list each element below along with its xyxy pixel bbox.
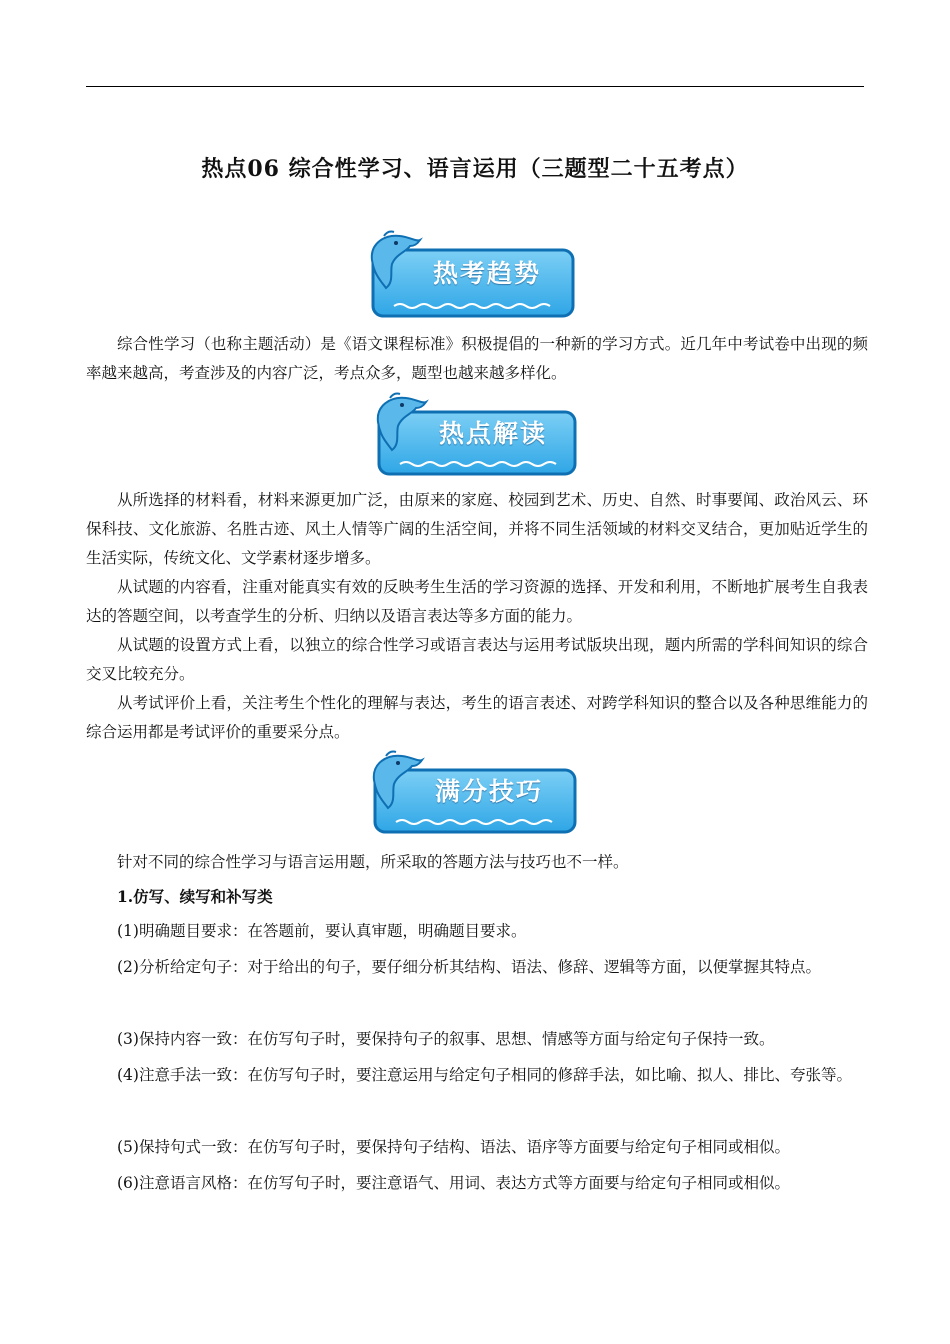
section-badge-interpretation [372,392,582,482]
list-item: (4)注意手法一致：在仿写句子时，要注意运用与给定句子相同的修辞手法，如比喻、拟人、排比、夸张等。 [117,1066,852,1084]
list-item: (5)保持句式一致：在仿写句子时，要保持句子结构、语法、语序等方面要与给定句子相同或相似。 [117,1138,790,1156]
list-item: (3)保持内容一致：在仿写句子时，要保持句子的叙事、思想、情感等方面与给定句子保持一致。 [117,1030,775,1048]
page-title: 热点06 综合性学习、语言运用（三题型二十五考点） [201,156,749,182]
subheading: 1.仿写、续写和补写类 [117,887,273,906]
list-item: (1)明确题目要求：在答题前，要认真审题，明确题目要求。 [117,922,527,940]
list-item: (2)分析给定句子：对于给出的句子，要仔细分析其结构、语法、修辞、逻辑等方面，以便掌握其特点。 [117,958,821,976]
intro-paragraph: 针对不同的综合性学习与语言运用题，所采取的答题方法与技巧也不一样。 [117,853,629,871]
list-item: (6)注意语言风格：在仿写句子时，要注意语气、用词、表达方式等方面要与给定句子相同或相似。 [117,1174,790,1192]
badge-label: 热考趋势 [432,259,541,288]
badge-label: 满分技巧 [434,777,543,806]
paragraph: 综合性学习（也称主题活动）是《语文课程标准》积极提倡的一种新的学习方式。近几年中考试卷中出现的频率越来越高，考查涉及的内容广泛，考点众多，题型也越来越多样化。 [86,335,868,382]
paragraph: 从考试评价上看，关注考生个性化的理解与表达，考生的语言表述、对跨学科知识的整合以及各种思维能力的综合运用都是考试评价的重要采分点。 [86,694,868,741]
header-rule [86,86,864,87]
badge-label: 热点解读 [438,419,547,448]
paragraph: 从试题的设置方式上看，以独立的综合性学习或语言表达与运用考试版块出现，题内所需的学科间知识的综合交叉比较充分。 [86,636,868,683]
paragraph: 从试题的内容看，注重对能真实有效的反映考生生活的学习资源的选择、开发和利用，不断地扩展考生自我表达的答题空间，以考查学生的分析、归纳以及语言表达等多方面的能力。 [86,578,868,625]
section-badge-trend [366,230,576,320]
paragraph: 从所选择的材料看，材料来源更加广泛，由原来的家庭、校园到艺术、历史、自然、时事要闻、政治风云、环保科技、文化旅游、名胜古迹、风土人情等广阔的生活空间，并将不同生活领域的材料交叉结合，更加贴近学生的生活实际，传统文化、文学素材逐步增多。 [86,491,868,567]
section-badge-skills [368,750,578,840]
